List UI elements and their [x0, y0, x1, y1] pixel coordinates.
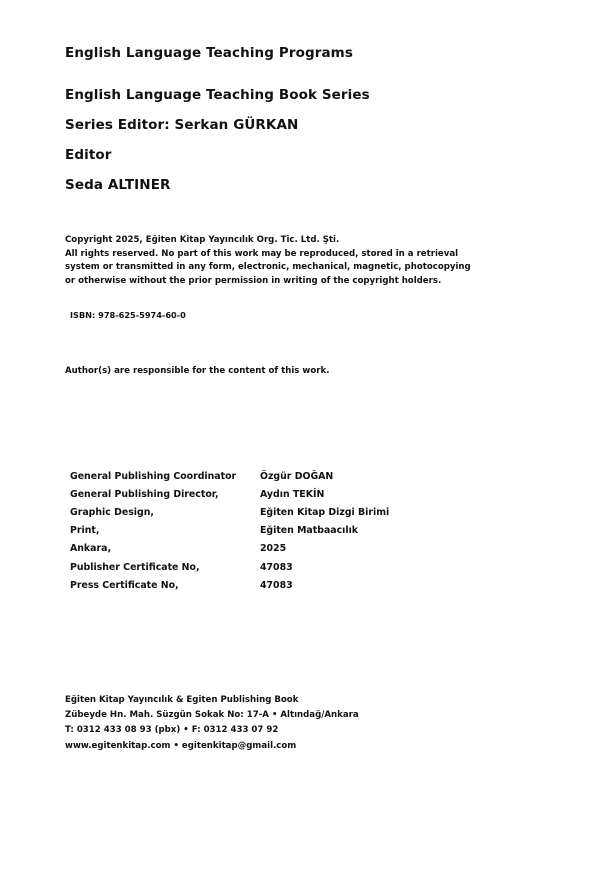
editor-name: Seda ALTINER: [65, 177, 171, 193]
credit-label: Ankara,: [70, 543, 112, 555]
publisher-block: [65, 693, 359, 754]
editor-label: Editor: [65, 147, 112, 163]
credit-row: [70, 522, 490, 540]
credit-value: 2025: [260, 543, 287, 555]
credit-label: General Publishing Director,: [70, 488, 219, 500]
copyright-line: Copyright 2025, Eğiten Kitap Yayıncılık Org. Tic. Ltd. Şti.: [65, 235, 340, 245]
credit-value: 47083: [260, 579, 293, 591]
rights-line: All rights reserved. No part of this work may be reproduced, stored in a retrieval: [65, 248, 459, 259]
copyright-block: [65, 234, 545, 288]
credit-value: Eğiten Kitap Dizgi Birimi: [260, 506, 390, 518]
rights-line: or otherwise without the prior permission in writing of the copyright holders.: [65, 275, 442, 286]
responsibility-note: Author(s) are responsible for the content of this work.: [65, 366, 330, 376]
credit-value: Aydın TEKİN: [260, 488, 325, 500]
credit-row: [70, 485, 490, 503]
credit-label: Publisher Certificate No,: [70, 561, 200, 573]
publisher-phone: T: 0312 433 08 93 (pbx) • F: 0312 433 07 92: [65, 725, 279, 736]
credit-row: [70, 540, 490, 558]
series-heading: English Language Teaching Book Series: [65, 87, 370, 103]
program-heading: English Language Teaching Programs: [65, 45, 353, 61]
credit-value: 47083: [260, 561, 293, 573]
publisher-web: www.egitenkitap.com • egitenkitap@gmail.com: [65, 740, 297, 751]
credit-row: [70, 558, 490, 576]
credit-label: Graphic Design,: [70, 506, 154, 518]
rights-line: system or transmitted in any form, electronic, mechanical, magnetic, photocopying: [65, 262, 471, 272]
credit-label: Print,: [70, 525, 100, 537]
publisher-name: Eğiten Kitap Yayıncılık & Egiten Publishing Book: [65, 695, 299, 705]
credit-row: [70, 467, 490, 485]
credit-label: General Publishing Coordinator: [70, 470, 237, 482]
publisher-address: Zübeyde Hn. Mah. Süzgün Sokak No: 17-A • Altındağ/Ankara: [65, 710, 359, 721]
credit-value: Eğiten Matbaacılık: [260, 525, 359, 537]
credit-label: Press Certificate No,: [70, 579, 179, 591]
credit-row: [70, 576, 490, 594]
credits-table: [70, 467, 490, 594]
credit-value: Özgür DOĞAN: [260, 470, 334, 482]
isbn: ISBN: 978-625-5974-60-0: [70, 310, 186, 320]
series-editor-heading: Series Editor: Serkan GÜRKAN: [65, 117, 299, 133]
credit-row: [70, 503, 490, 521]
